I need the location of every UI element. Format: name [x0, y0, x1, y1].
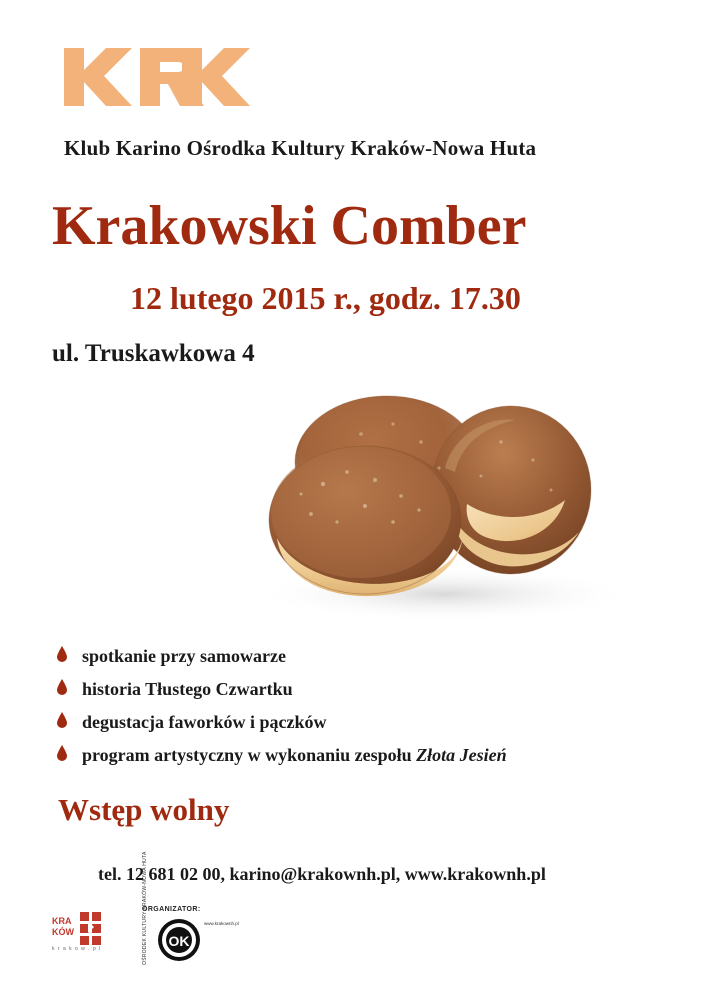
list-item	[52, 677, 672, 700]
list-item-label: degustacja faworków i pączków	[82, 712, 327, 732]
club-line: Klub Karino Ośrodka Kultury Kraków-Nowa Huta	[64, 136, 537, 160]
paczki-photo	[215, 372, 635, 632]
page-title: Krakowski Comber	[52, 195, 527, 257]
contact-line: tel. 12 681 02 00, karino@krakownh.pl, www.krakownh.pl	[98, 864, 546, 884]
svg-text:KRA: KRA	[52, 916, 72, 926]
list-item-label	[82, 745, 507, 766]
ok-mark-icon	[156, 917, 202, 968]
ok-vertical-text: OŚRODEK KULTURY KRAKÓW-NOWA HUTA	[142, 851, 148, 965]
event-datetime: 12 lutego 2015 r., godz. 17.30	[130, 280, 521, 316]
svg-text:KÓW: KÓW	[52, 927, 74, 937]
list-item	[52, 644, 672, 667]
ok-side-text: www.krakownh.pl	[204, 921, 239, 926]
drop-bullet-icon	[52, 644, 82, 662]
list-item	[52, 710, 672, 733]
svg-text:OK: OK	[168, 933, 190, 949]
list-item-label-main: program artystyczny w wykonaniu zespołu	[82, 745, 417, 765]
list-item-label: spotkanie przy samowarze	[82, 646, 286, 666]
program-list	[52, 644, 672, 776]
drop-bullet-icon	[52, 743, 82, 761]
event-address: ul. Truskawkowa 4	[52, 340, 255, 367]
krk-logo	[62, 46, 252, 108]
list-item-label-emphasis: Złota Jesień	[416, 745, 507, 765]
free-entry-note: Wstęp wolny	[58, 792, 230, 827]
krakow-city-logo	[50, 910, 112, 972]
drop-bullet-icon	[52, 710, 82, 728]
list-item-label: historia Tłustego Czwartku	[82, 679, 293, 699]
svg-text:k r a k o w . p l: k r a k o w . p l	[52, 946, 102, 952]
list-item	[52, 743, 672, 766]
organizer-block	[142, 851, 272, 976]
organizer-label: ORGANIZATOR:	[142, 906, 201, 913]
drop-bullet-icon	[52, 677, 82, 695]
